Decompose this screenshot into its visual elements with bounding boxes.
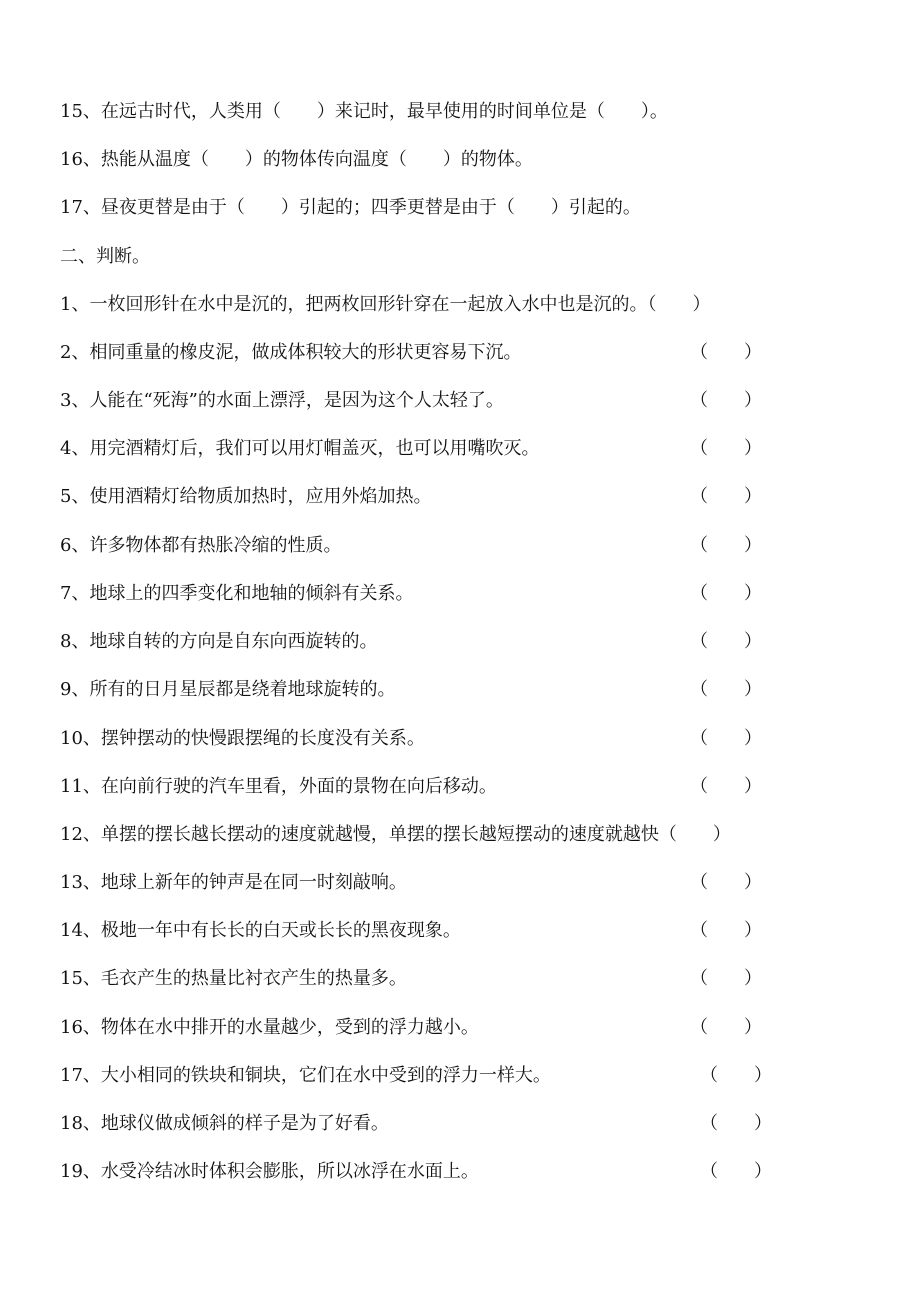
judge-question-18: 18、地球仪做成倾斜的样子是为了好看。 [60,1113,389,1134]
judge-question-12: 12、单摆的摆长越长摆动的速度就越慢，单摆的摆长越短摆动的速度就越快（ ） [60,824,731,845]
section-title-judgment: 二、判断。 [60,246,150,267]
answer-bracket-7: （ ） [690,583,762,604]
answer-bracket-19: （ ） [700,1161,772,1182]
answer-bracket-13: （ ） [690,872,762,893]
judge-question-2: 2、相同重量的橡皮泥，做成体积较大的形状更容易下沉。 [60,342,522,363]
judge-question-19: 19、水受冷结冰时体积会膨胀，所以冰浮在水面上。 [60,1161,479,1182]
answer-bracket-8: （ ） [690,631,762,652]
judge-question-5: 5、使用酒精灯给物质加热时，应用外焰加热。 [60,486,432,507]
judge-question-6: 6、许多物体都有热胀冷缩的性质。 [60,535,342,556]
judge-question-7: 7、地球上的四季变化和地轴的倾斜有关系。 [60,583,414,604]
judge-question-14: 14、极地一年中有长长的白天或长长的黑夜现象。 [60,920,461,941]
answer-bracket-18: （ ） [700,1113,772,1134]
answer-bracket-5: （ ） [690,486,762,507]
judge-question-10: 10、摆钟摆动的快慢跟摆绳的长度没有关系。 [60,728,425,749]
answer-bracket-16: （ ） [690,1017,762,1038]
judge-question-15: 15、毛衣产生的热量比衬衣产生的热量多。 [60,968,407,989]
answer-bracket-17: （ ） [700,1065,772,1086]
answer-bracket-3: （ ） [690,390,762,411]
judge-question-8: 8、地球自转的方向是自东向西旋转的。 [60,631,378,652]
answer-bracket-10: （ ） [690,728,762,749]
judge-question-11: 11、在向前行驶的汽车里看，外面的景物在向后移动。 [60,776,497,797]
judge-question-9: 9、所有的日月星辰都是绕着地球旋转的。 [60,679,396,700]
judge-question-16: 16、物体在水中排开的水量越少，受到的浮力越小。 [60,1017,479,1038]
fill-in-question-15: 15、在远古时代，人类用（ ）来记时，最早使用的时间单位是（ ）。 [60,101,668,122]
judge-question-13: 13、地球上新年的钟声是在同一时刻敲响。 [60,872,407,893]
fill-in-question-17: 17、昼夜更替是由于（ ）引起的；四季更替是由于（ ）引起的。 [60,197,641,218]
judge-question-3: 3、人能在“死海”的水面上漂浮，是因为这个人太轻了。 [60,390,504,411]
answer-bracket-9: （ ） [690,679,762,700]
answer-bracket-6: （ ） [690,535,762,556]
judge-question-1: 1、一枚回形针在水中是沉的，把两枚回形针穿在一起放入水中也是沉的。（ ） [60,294,711,315]
answer-bracket-14: （ ） [690,920,762,941]
judge-question-4: 4、用完酒精灯后，我们可以用灯帽盖灭，也可以用嘴吹灭。 [60,438,540,459]
fill-in-question-16: 16、热能从温度（ ）的物体传向温度（ ）的物体。 [60,149,533,170]
answer-bracket-2: （ ） [690,342,762,363]
answer-bracket-11: （ ） [690,776,762,797]
judge-question-17: 17、大小相同的铁块和铜块，它们在水中受到的浮力一样大。 [60,1065,551,1086]
answer-bracket-4: （ ） [690,438,762,459]
answer-bracket-15: （ ） [690,968,762,989]
